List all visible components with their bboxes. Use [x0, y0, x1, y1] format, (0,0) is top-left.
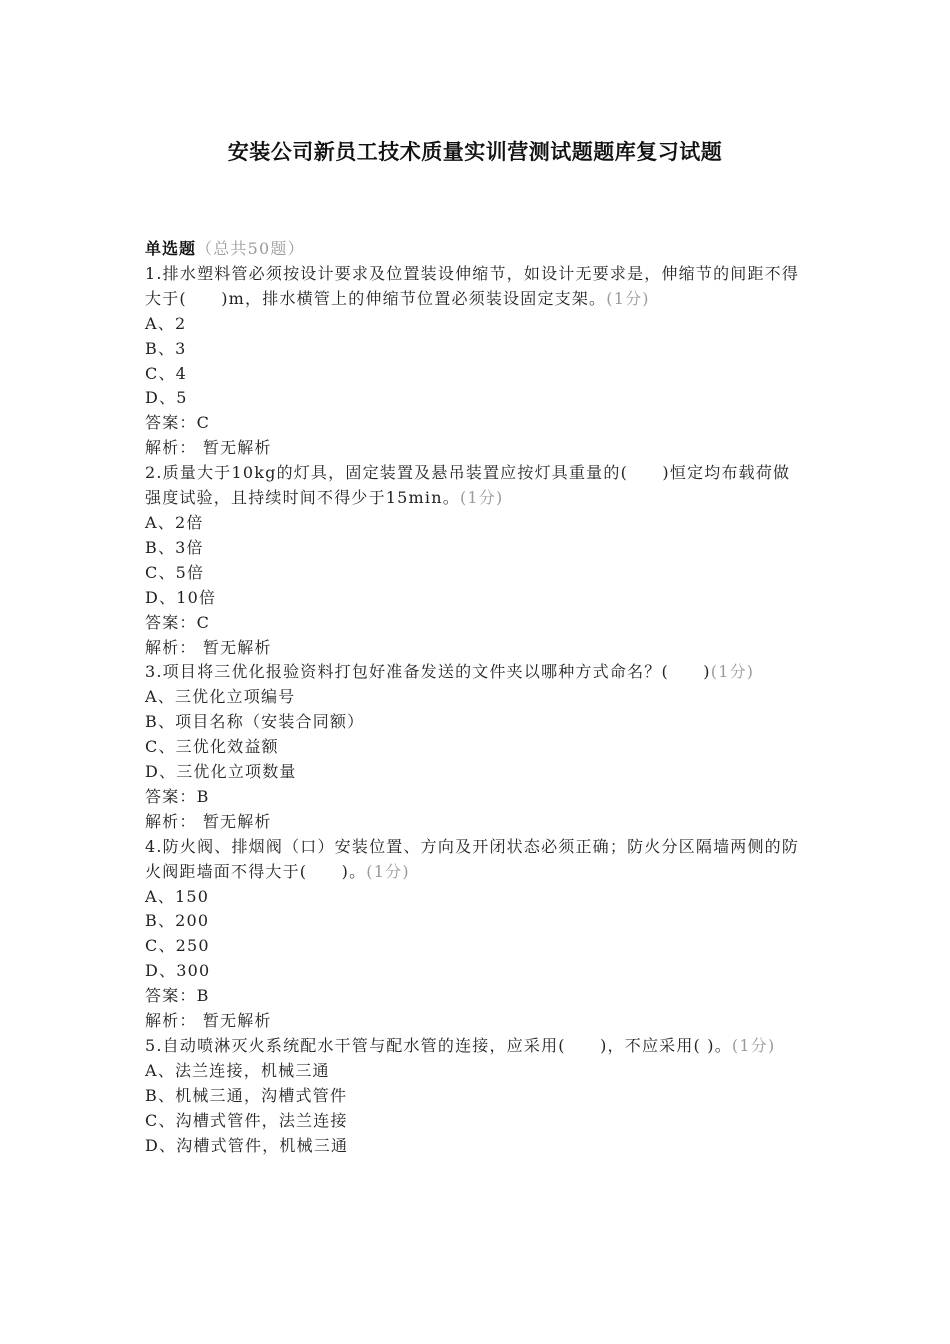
analysis-label: 解析：	[145, 1011, 197, 1031]
question-stem: 5.自动喷淋灭火系统配水干管与配水管的连接，应采用( )，不应采用( )。	[145, 1036, 732, 1055]
question-text	[145, 660, 805, 685]
question-score: (1分)	[366, 861, 410, 881]
question-text	[145, 262, 805, 312]
question-list	[145, 237, 805, 1159]
question-stem: 1.排水塑料管必须按设计要求及位置装设伸缩节，如设计无要求是，伸缩节的间距不得大于( )m，排水横管上的伸缩节位置必须装设固定支架。	[145, 263, 800, 308]
question-3	[145, 660, 805, 834]
analysis-label: 解析：	[145, 637, 197, 657]
answer-line	[145, 611, 805, 636]
option-a: A、三优化立项编号	[145, 687, 296, 707]
answer-label: 答案：	[145, 986, 197, 1006]
answer-line	[145, 785, 805, 810]
option-d: D、300	[145, 961, 211, 981]
option-b: B、200	[145, 911, 210, 931]
option-b: B、项目名称（安装合同额）	[145, 712, 365, 732]
section-header	[145, 237, 805, 262]
answer-line	[145, 411, 805, 436]
answer-value: B	[196, 986, 210, 1006]
analysis-line	[145, 1009, 805, 1034]
option-b: B、3倍	[145, 537, 204, 557]
question-stem: 4.防火阀、排烟阀（口）安装位置、方向及开闭状态必须正确；防火分区隔墙两侧的防火阀距墙面不得大于( )。	[145, 836, 800, 881]
page-title: 安装公司新员工技术质量实训营测试题题库复习试题	[227, 139, 723, 164]
question-score: (1分)	[710, 662, 755, 682]
analysis-line	[145, 810, 805, 835]
question-2	[145, 461, 805, 660]
analysis-label: 解析：	[145, 811, 197, 831]
option-a: A、法兰连接，机械三通	[145, 1060, 330, 1080]
question-stem: 2.质量大于10kg的灯具，固定装置及悬吊装置应按灯具重量的( )恒定均布载荷做强度试验，且持续时间不得少于15min。	[145, 463, 791, 508]
option-d: D、5	[145, 388, 188, 408]
option-d: D、三优化立项数量	[145, 762, 297, 782]
analysis-label: 解析：	[145, 438, 197, 458]
question-score: (1分)	[731, 1036, 776, 1055]
option-d: D、10倍	[145, 587, 217, 607]
answer-label: 答案：	[145, 413, 197, 433]
question-score: (1分)	[606, 288, 650, 308]
analysis-value: 暂无解析	[202, 1011, 272, 1031]
option-a: A、150	[145, 886, 210, 906]
question-5	[145, 1034, 805, 1159]
section-count: （总共50题）	[196, 239, 305, 258]
question-text	[145, 461, 805, 511]
question-text	[145, 835, 805, 885]
analysis-line	[145, 436, 805, 461]
question-stem: 3.项目将三优化报验资料打包好准备发送的文件夹以哪种方式命名？( )	[145, 662, 711, 682]
answer-value: B	[196, 786, 210, 806]
answer-line	[145, 984, 805, 1009]
question-4	[145, 835, 805, 1034]
option-c: C、250	[145, 936, 210, 956]
question-1	[145, 262, 805, 461]
option-b: B、机械三通，沟槽式管件	[145, 1085, 348, 1105]
answer-label: 答案：	[145, 786, 197, 806]
analysis-value: 暂无解析	[202, 811, 272, 831]
analysis-value: 暂无解析	[202, 637, 272, 657]
option-a: A、2	[145, 313, 187, 333]
question-text	[145, 1034, 805, 1059]
answer-label: 答案：	[145, 612, 197, 632]
analysis-value: 暂无解析	[202, 438, 272, 458]
answer-value: C	[196, 612, 211, 632]
option-c: C、4	[145, 363, 188, 383]
option-c: C、5倍	[145, 562, 205, 582]
option-c: C、三优化效益额	[145, 737, 279, 757]
option-c: C、沟槽式管件，法兰连接	[145, 1110, 348, 1130]
analysis-line	[145, 636, 805, 661]
answer-value: C	[196, 413, 211, 433]
option-a: A、2倍	[145, 512, 204, 532]
option-d: D、沟槽式管件，机械三通	[145, 1135, 349, 1155]
section-label: 单选题	[145, 239, 197, 258]
question-score: (1分)	[459, 488, 504, 508]
option-b: B、3	[145, 338, 187, 358]
